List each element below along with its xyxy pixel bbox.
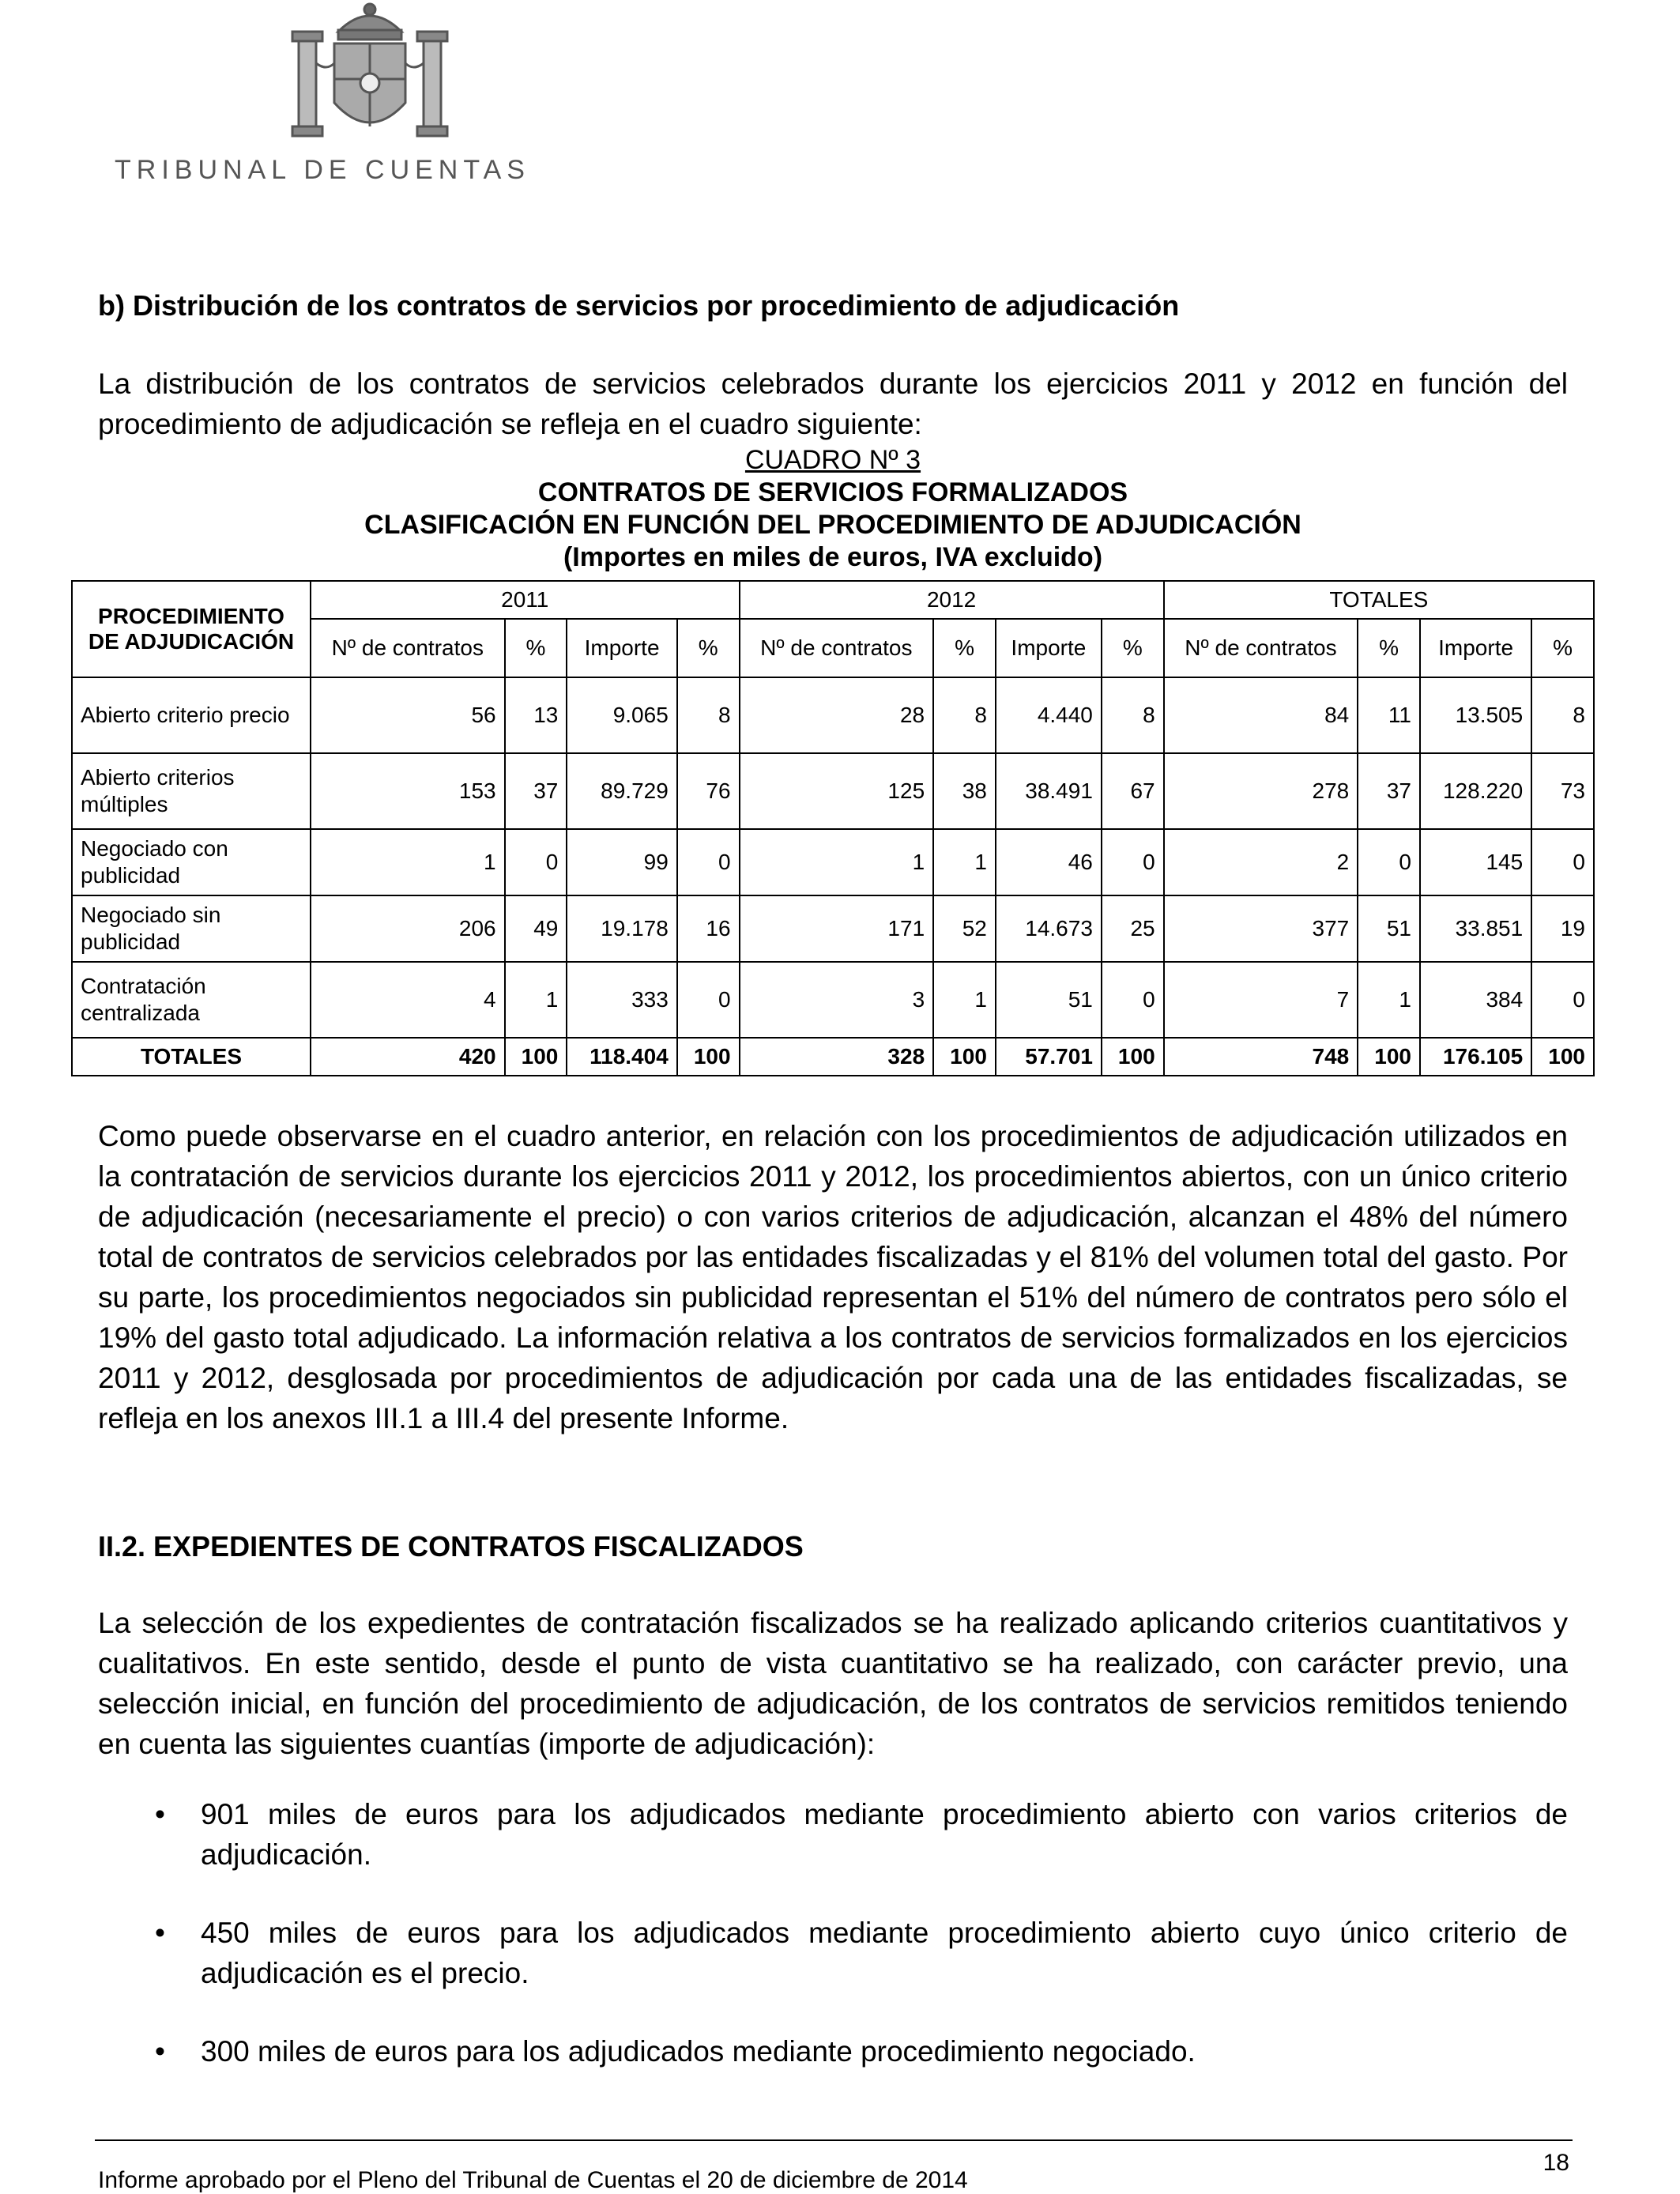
row-label: Abierto criterio precio <box>72 677 311 753</box>
table-subheader: % <box>677 619 740 677</box>
table-cell: 49 <box>505 895 567 962</box>
list-item <box>98 2031 1568 2071</box>
table-cell: 384 <box>1420 962 1531 1038</box>
table-cell: 7 <box>1164 962 1358 1038</box>
row-label: Contratación centralizada <box>72 962 311 1038</box>
table-cell: 38 <box>933 753 996 829</box>
table-cell: 11 <box>1358 677 1420 753</box>
table-cell: 100 <box>933 1038 996 1076</box>
row-label: Negociado con publicidad <box>72 829 311 895</box>
footer-divider <box>95 2139 1573 2141</box>
table-subheader: % <box>505 619 567 677</box>
table-cell: 8 <box>933 677 996 753</box>
table-row <box>72 753 1594 829</box>
table-cell: 57.701 <box>996 1038 1102 1076</box>
table-cell: 28 <box>740 677 934 753</box>
table-cell: 4.440 <box>996 677 1102 753</box>
institution-logo <box>93 0 552 198</box>
table-cell: 0 <box>677 829 740 895</box>
threshold-list <box>98 1794 1568 2109</box>
table-cell: 748 <box>1164 1038 1358 1076</box>
section-heading: II.2. EXPEDIENTES DE CONTRATOS FISCALIZADOS <box>98 1530 804 1563</box>
table-cell: 9.065 <box>567 677 676 753</box>
table-row <box>72 895 1594 962</box>
table-cell: 19.178 <box>567 895 676 962</box>
table-number: CUADRO Nº 3 <box>744 445 921 475</box>
table-row <box>72 829 1594 895</box>
table-cell: 0 <box>1531 962 1594 1038</box>
table-cell: 46 <box>996 829 1102 895</box>
table-cell: 171 <box>740 895 934 962</box>
table-row <box>72 677 1594 753</box>
table-cell: 100 <box>1358 1038 1420 1076</box>
table-cell: 52 <box>933 895 996 962</box>
row-label: TOTALES <box>72 1038 311 1076</box>
section-heading: b) Distribución de los contratos de servicios por procedimiento de adjudicación <box>98 289 1180 322</box>
table-subheader: Nº de contratos <box>311 619 505 677</box>
table-cell: 118.404 <box>567 1038 676 1076</box>
list-item-text: 300 miles de euros para los adjudicados mediante procedimiento negociado. <box>201 2035 1196 2068</box>
table-cell: 278 <box>1164 753 1358 829</box>
table-cell: 4 <box>311 962 505 1038</box>
bullet-icon: • <box>155 1798 165 1830</box>
table-cell: 153 <box>311 753 505 829</box>
intro-paragraph: La distribución de los contratos de servicios celebrados durante los ejercicios 2011 y 2012 en función del procedimiento de adjudicación se refleja en el cuadro siguiente: <box>98 368 1568 440</box>
table-cell: 25 <box>1102 895 1164 962</box>
table-subheader: Nº de contratos <box>1164 619 1358 677</box>
table-cell: 84 <box>1164 677 1358 753</box>
table-cell: 67 <box>1102 753 1164 829</box>
analysis-paragraph: Como puede observarse en el cuadro anterior, en relación con los procedimientos de adjudicación utilizados en la contratación de servicios durante los ejercicios 2011 y 2012, los procedimientos abiertos, con un único criterio de adjudicación (necesariamente el precio) o con varios criterios de adjudicación, alcanzan el 48% del número total de contratos de servicios celebrados por las entidades fiscalizadas y el 81% del volumen total del gasto. Por su parte, los procedimientos negociados sin publicidad representan el 51% del número de contratos pero sólo el 19% del gasto total adjudicado. La información relativa a los contratos de servicios formalizados en los ejercicios 2011 y 2012, desglosada por procedimientos de adjudicación por cada una de las entidades fiscalizadas, se refleja en los anexos III.1 a III.4 del presente Informe. <box>98 1120 1568 1434</box>
table-cell: 19 <box>1531 895 1594 962</box>
table-cell: 8 <box>1531 677 1594 753</box>
row-label: Abierto criterios múltiples <box>72 753 311 829</box>
table-subheader: Nº de contratos <box>740 619 934 677</box>
bullet-icon: • <box>155 1917 165 1949</box>
table-cell: 0 <box>1358 829 1420 895</box>
table-cell: 51 <box>996 962 1102 1038</box>
table-cell: 100 <box>1102 1038 1164 1076</box>
table-cell: 145 <box>1420 829 1531 895</box>
table-cell: 0 <box>505 829 567 895</box>
table-cell: 8 <box>677 677 740 753</box>
table-header-group: 2011 <box>311 581 740 619</box>
table-subheader: % <box>933 619 996 677</box>
table-cell: 38.491 <box>996 753 1102 829</box>
table-cell: 100 <box>1531 1038 1594 1076</box>
table-cell: 1 <box>311 829 505 895</box>
selection-paragraph: La selección de los expedientes de contratación fiscalizados se ha realizado aplicando criterios cuantitativos y cualitativos. En este sentido, desde el punto de vista cuantitativo se ha realizado, con carácter previo, una selección inicial, en función del procedimiento de adjudicación, de los contratos de servicios remitidos teniendo en cuenta las siguientes cuantías (importe de adjudicación): <box>98 1607 1568 1760</box>
table-cell: 8 <box>1102 677 1164 753</box>
table-cell: 328 <box>740 1038 934 1076</box>
bullet-icon: • <box>155 2035 165 2068</box>
table-subheader: % <box>1531 619 1594 677</box>
coat-of-arms-icon <box>259 0 480 150</box>
table-cell: 100 <box>677 1038 740 1076</box>
table-cell: 1 <box>933 962 996 1038</box>
table-cell: 0 <box>1102 962 1164 1038</box>
table-cell: 37 <box>505 753 567 829</box>
table-cell: 33.851 <box>1420 895 1531 962</box>
table-cell: 0 <box>1102 829 1164 895</box>
table-totals-row <box>72 1038 1594 1076</box>
list-item-text: 901 miles de euros para los adjudicados mediante procedimiento abierto con varios criterios de adjudicación. <box>201 1798 1568 1871</box>
table-cell: 420 <box>311 1038 505 1076</box>
table-cell: 13.505 <box>1420 677 1531 753</box>
table-cell: 1 <box>505 962 567 1038</box>
table-cell: 206 <box>311 895 505 962</box>
table-cell: 51 <box>1358 895 1420 962</box>
table-cell: 56 <box>311 677 505 753</box>
table-cell: 37 <box>1358 753 1420 829</box>
table-cell: 3 <box>740 962 934 1038</box>
table-cell: 1 <box>1358 962 1420 1038</box>
table-cell: 128.220 <box>1420 753 1531 829</box>
table-cell: 76 <box>677 753 740 829</box>
institution-name: TRIBUNAL DE CUENTAS <box>115 155 530 185</box>
list-item <box>98 1794 1568 1875</box>
table-cell: 0 <box>1531 829 1594 895</box>
table-cell: 73 <box>1531 753 1594 829</box>
table-cell: 14.673 <box>996 895 1102 962</box>
table-header-group: 2012 <box>740 581 1164 619</box>
row-label: Negociado sin publicidad <box>72 895 311 962</box>
table-cell: 0 <box>677 962 740 1038</box>
table-cell: 1 <box>933 829 996 895</box>
list-item <box>98 1913 1568 1993</box>
table-header-group: TOTALES <box>1164 581 1594 619</box>
table-subheader: Importe <box>567 619 676 677</box>
table-cell: 16 <box>677 895 740 962</box>
table-body <box>72 677 1594 1076</box>
table-cell: 176.105 <box>1420 1038 1531 1076</box>
table-cell: 333 <box>567 962 676 1038</box>
table-cell: 2 <box>1164 829 1358 895</box>
page-number: 18 <box>1543 2150 1569 2176</box>
table-title-line: CONTRATOS DE SERVICIOS FORMALIZADOS <box>537 477 1128 507</box>
table-subheader: Importe <box>1420 619 1531 677</box>
table-cell: 1 <box>740 829 934 895</box>
table-cell: 89.729 <box>567 753 676 829</box>
table-row <box>72 962 1594 1038</box>
list-item-text: 450 miles de euros para los adjudicados mediante procedimiento abierto cuyo único criterio de adjudicación es el precio. <box>201 1917 1568 1989</box>
table-title-line: (Importes en miles de euros, IVA excluido) <box>563 542 1103 572</box>
table-subheader: % <box>1102 619 1164 677</box>
table-cell: 100 <box>505 1038 567 1076</box>
table-title-line: CLASIFICACIÓN EN FUNCIÓN DEL PROCEDIMIENTO DE ADJUDICACIÓN <box>364 510 1301 540</box>
table-subheader: Importe <box>996 619 1102 677</box>
contracts-table <box>71 580 1595 1076</box>
footer-note: Informe aprobado por el Pleno del Tribunal de Cuentas el 20 de diciembre de 2014 <box>98 2167 968 2193</box>
table-cell: 13 <box>505 677 567 753</box>
table-header-procedure: PROCEDIMIENTO DE ADJUDICACIÓN <box>72 581 311 677</box>
table-subheader: % <box>1358 619 1420 677</box>
table-cell: 377 <box>1164 895 1358 962</box>
table-cell: 99 <box>567 829 676 895</box>
table-title-block <box>98 444 1568 574</box>
table-cell: 125 <box>740 753 934 829</box>
